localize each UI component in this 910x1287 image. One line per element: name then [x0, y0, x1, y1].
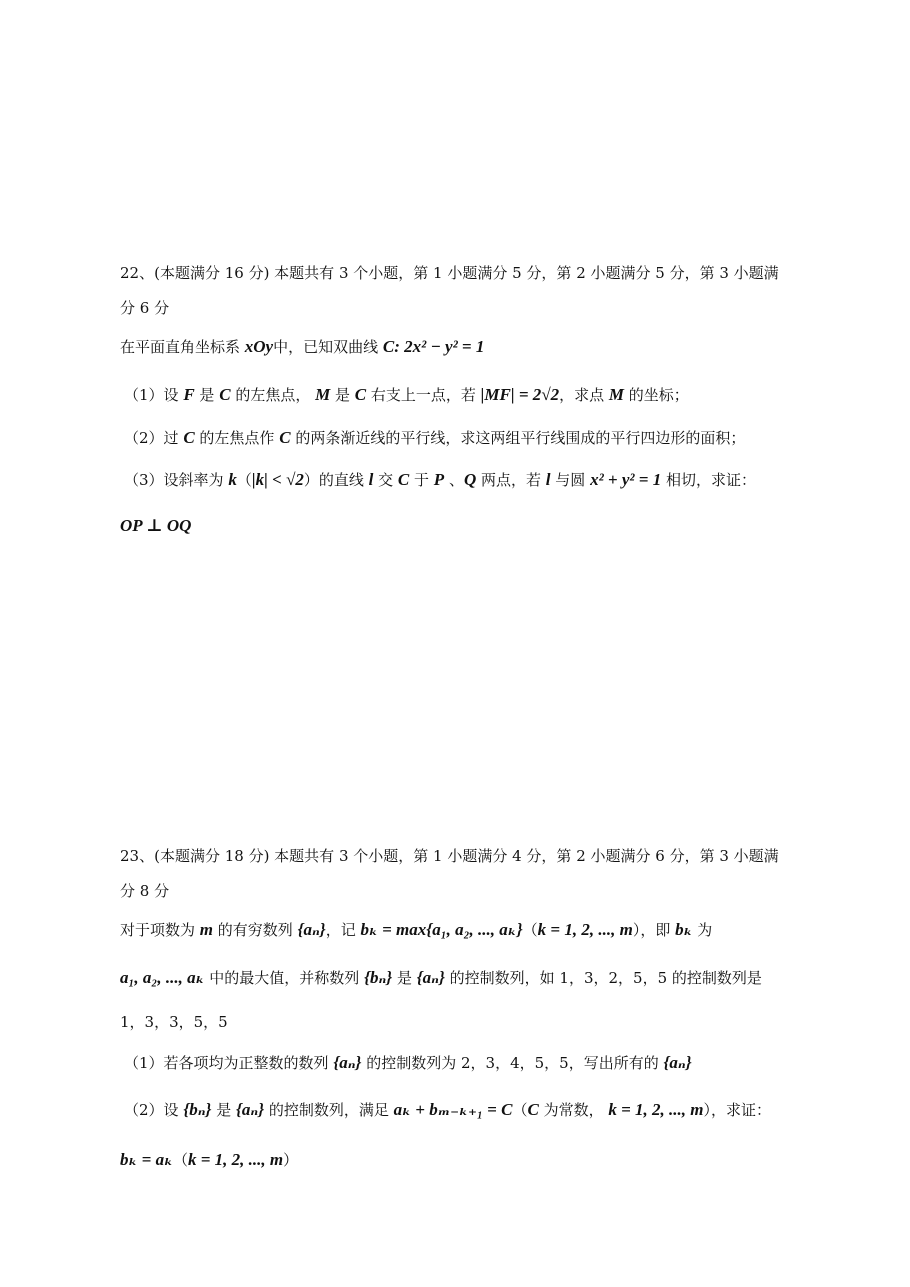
math: {aₙ}: [333, 1053, 362, 1072]
text: （: [512, 1101, 528, 1119]
math: l: [368, 470, 374, 489]
math: {aₙ}: [663, 1053, 692, 1072]
q23-definition-line3: 1，3，3，5，5: [120, 1013, 228, 1031]
text: 为常数，: [538, 1101, 609, 1119]
text: 是: [392, 969, 417, 987]
text: （: [522, 921, 538, 939]
math: m: [199, 920, 214, 939]
math: P: [433, 470, 445, 489]
q23-header-line1: 23、(本题满分 18 分) 本题共有 3 个小题，第 1 小题满分 4 分，第 2 小题满分 6 分，第 3 小题满: [120, 847, 779, 865]
q22-header-line2: 分 6 分: [120, 299, 170, 317]
text: ）的直线: [303, 471, 369, 489]
text: ），即: [632, 921, 676, 939]
text: （1）若各项均为正整数的数列: [124, 1054, 334, 1072]
text: 的有穷数列: [213, 921, 298, 939]
math-xoy: xOy: [244, 337, 274, 356]
math: C: [279, 428, 291, 447]
q22-part3: [124, 469, 756, 491]
text: 的左焦点作: [194, 429, 280, 447]
q23-definition-line2: [120, 967, 762, 989]
math-circle: x² + y² = 1: [590, 470, 662, 489]
text: （2）过: [124, 429, 184, 447]
math: k: [228, 470, 237, 489]
text: 在平面直角坐标系: [120, 338, 245, 356]
math: Q: [463, 470, 477, 489]
math: l: [545, 470, 551, 489]
text: 的两条渐近线的平行线，求这两组平行线围成的平行四边形的面积；: [290, 429, 746, 447]
q23-part1: [124, 1052, 692, 1074]
math: {aₙ}: [235, 1100, 265, 1119]
q23-header-line2: 分 8 分: [120, 882, 170, 900]
text: 与圆: [550, 471, 591, 489]
q22-part1: [124, 384, 689, 406]
math: C: [527, 1100, 539, 1119]
text: 的坐标；: [624, 386, 689, 404]
math: C: [354, 385, 367, 404]
math-hyperbola: C: 2x² − y² = 1: [382, 337, 485, 356]
text: （: [172, 1151, 188, 1169]
math: F: [183, 385, 195, 404]
text: ）: [283, 1151, 299, 1169]
q22-part3-conclusion: [120, 515, 191, 537]
text: 的控制数列，满足: [264, 1101, 394, 1119]
text: 为: [692, 921, 713, 939]
math: aₖ + bₘ₋ₖ₊₁ = C: [393, 1100, 513, 1119]
text: ，求点: [559, 386, 609, 404]
math-bk-max: bₖ = max{a₁, a₂, ..., aₖ}: [360, 920, 523, 939]
math: k = 1, 2, ..., m: [188, 1150, 284, 1169]
text: 相切，求证：: [661, 471, 756, 489]
text: 、: [444, 471, 464, 489]
math-bk-eq-ak: bₖ = aₖ: [120, 1150, 173, 1169]
math: M: [608, 385, 625, 404]
math: C: [397, 470, 410, 489]
math-op-perp-oq: OP ⊥ OQ: [120, 516, 192, 535]
text: 交: [373, 471, 398, 489]
text: 的控制数列，如 1，3，2，5，5 的控制数列是: [444, 969, 762, 987]
text: 两点，若: [476, 471, 546, 489]
text: 是: [330, 386, 355, 404]
math: k = 1, 2, ..., m: [608, 1100, 704, 1119]
q23-part2: [124, 1099, 771, 1121]
math: C: [183, 428, 195, 447]
q22-header-line1: 22、(本题满分 16 分) 本题共有 3 个小题，第 1 小题满分 5 分，第 2 小题满分 5 分，第 3 小题满: [120, 264, 779, 282]
math-mf: |MF| = 2√2: [480, 385, 560, 404]
text: 中，已知双曲线: [273, 338, 383, 356]
text: 于: [409, 471, 434, 489]
math: {bₙ}: [364, 968, 393, 987]
text: 的左焦点，: [230, 386, 316, 404]
text: （3）设斜率为: [124, 471, 229, 489]
q22-intro: [120, 336, 484, 358]
math: bₖ: [675, 920, 693, 939]
text: 右支上一点，若: [366, 386, 481, 404]
text: 是: [211, 1101, 236, 1119]
text: （2）设: [124, 1101, 184, 1119]
text: ，记: [325, 921, 361, 939]
math: {bₙ}: [183, 1100, 212, 1119]
text: 中的最大值，并称数列: [204, 969, 365, 987]
text: 的控制数列为 2，3，4，5，5，写出所有的: [361, 1054, 664, 1072]
q23-part2-conclusion: [120, 1149, 298, 1171]
math: C: [219, 385, 231, 404]
text: 对于项数为: [120, 921, 200, 939]
math: {aₙ}: [297, 920, 326, 939]
text: （: [236, 471, 252, 489]
math: a₁, a₂, ..., aₖ: [120, 968, 205, 987]
math: k = 1, 2, ..., m: [537, 920, 633, 939]
q22-part2: [124, 427, 745, 449]
math: |k| < √2: [251, 470, 304, 489]
text: （1）设: [124, 386, 184, 404]
q23-definition: [120, 919, 712, 941]
text: 是: [194, 386, 220, 404]
math: {aₙ}: [416, 968, 445, 987]
math: M: [315, 385, 331, 404]
text: ），求证：: [703, 1101, 772, 1119]
